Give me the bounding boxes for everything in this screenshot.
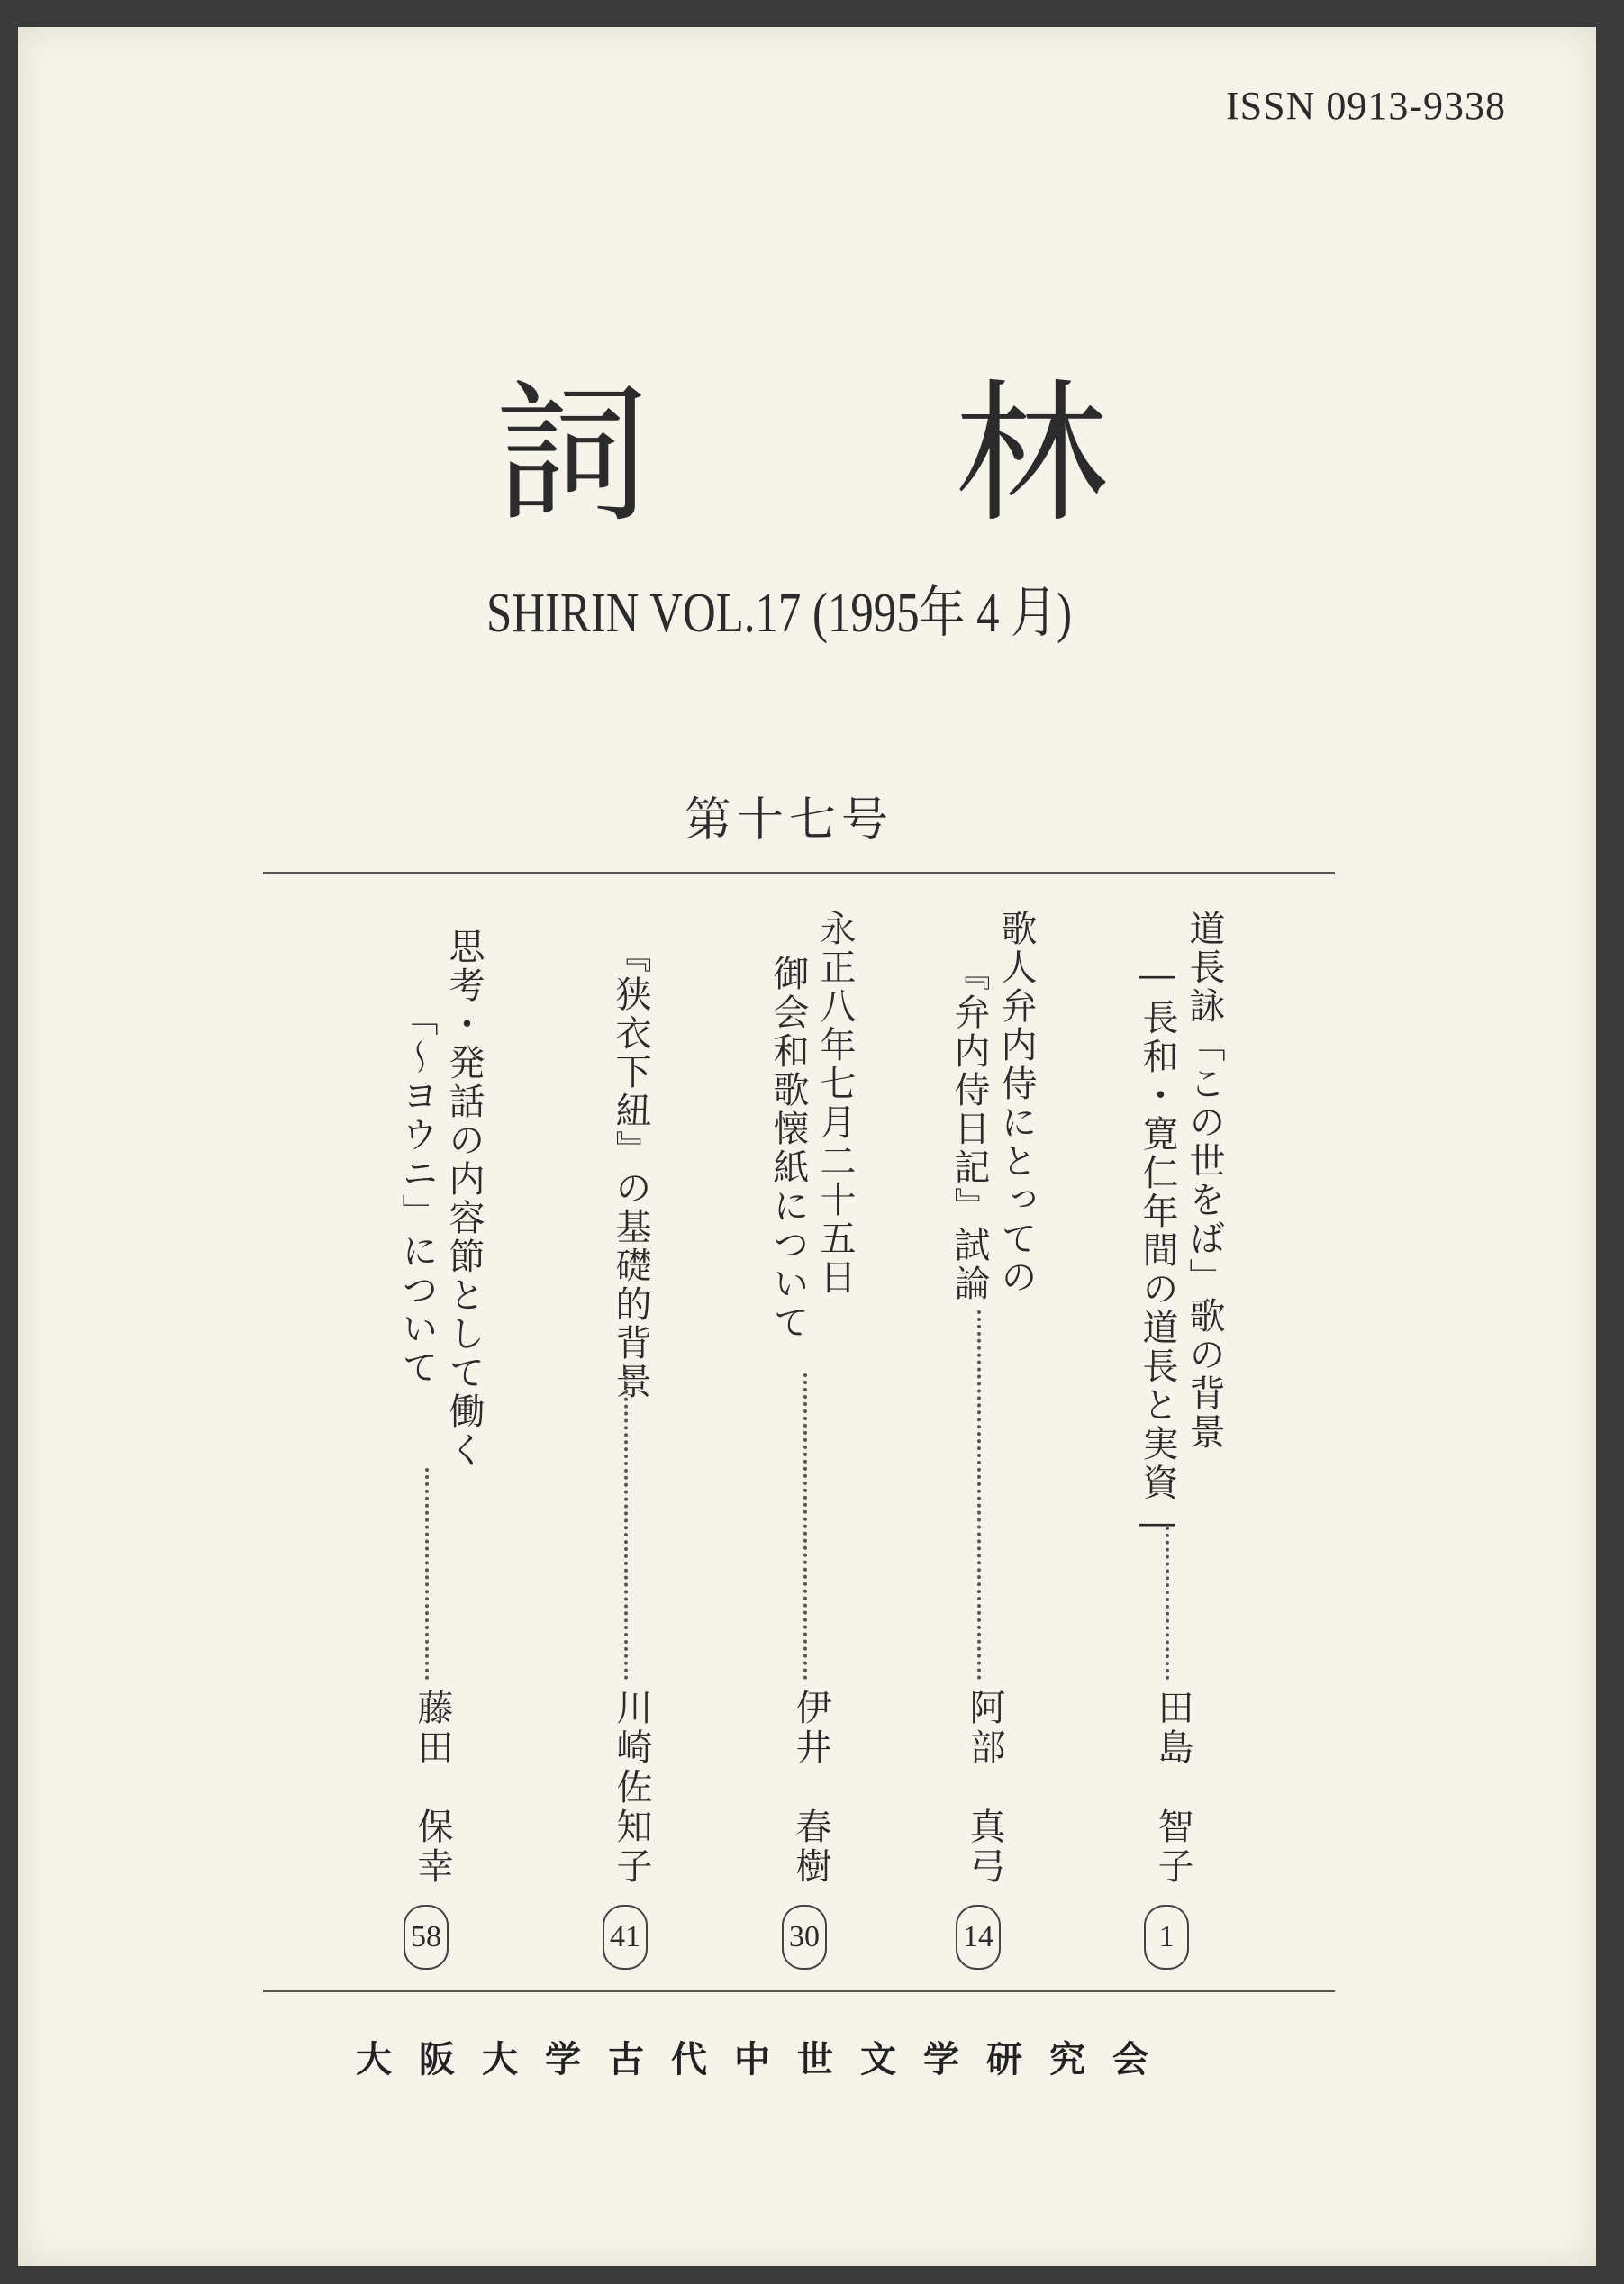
toc-subtitle-3: 御会和歌懐紙について bbox=[767, 955, 809, 1342]
table-of-contents bbox=[18, 27, 1596, 2266]
toc-page-2: 14 bbox=[956, 1905, 1001, 1970]
toc-title-2: 歌人弁内侍にとっての bbox=[995, 910, 1037, 1297]
toc-page-5: 58 bbox=[404, 1905, 449, 1970]
toc-leader-4 bbox=[624, 1369, 628, 1680]
toc-title-3: 永正八年七月二十五日 bbox=[814, 910, 856, 1297]
toc-author-4: 川崎佐知子 bbox=[611, 1689, 652, 1887]
issn: ISSN 0913-9338 bbox=[1225, 84, 1506, 128]
toc-page-3: 30 bbox=[782, 1905, 827, 1970]
journal-cover bbox=[18, 27, 1596, 2266]
toc-author-3: 伊井 春樹 bbox=[790, 1689, 831, 1887]
bottom-divider bbox=[263, 1990, 1335, 1992]
toc-title-5: 思考・発話の内容節として働く bbox=[443, 928, 485, 1470]
toc-subtitle-1: ―長和・寛仁年間の道長と実資― bbox=[1137, 955, 1178, 1546]
toc-subtitle-5: 「～ヨウニ」について bbox=[396, 1000, 438, 1387]
toc-title-4: 『狭衣下紐』の基礎的背景 bbox=[610, 937, 651, 1401]
toc-leader-3 bbox=[803, 1373, 807, 1680]
journal-subtitle: SHIRIN VOL.17 (1995年 4 月) bbox=[486, 583, 1073, 644]
publisher: 大阪大学古代中世文学研究会 bbox=[356, 2039, 1175, 2080]
journal-title-char-2: 林 bbox=[955, 366, 1109, 544]
toc-page-1: 1 bbox=[1144, 1905, 1189, 1970]
toc-title-1: 道長詠「この世をば」歌の背景 bbox=[1184, 910, 1225, 1452]
toc-subtitle-2: 『弁内侍日記』試論 bbox=[948, 955, 990, 1303]
journal-title-char-1: 詞 bbox=[495, 366, 649, 544]
toc-author-5: 藤田 保幸 bbox=[412, 1689, 453, 1887]
toc-page-4: 41 bbox=[603, 1905, 648, 1970]
toc-author-1: 田島 智子 bbox=[1152, 1689, 1193, 1887]
toc-leader-2 bbox=[977, 1310, 981, 1680]
issue-number: 第十七号 bbox=[685, 793, 894, 847]
toc-author-2: 阿部 真弓 bbox=[964, 1689, 1005, 1887]
toc-leader-5 bbox=[425, 1468, 429, 1680]
toc-leader-1 bbox=[1166, 1527, 1169, 1680]
